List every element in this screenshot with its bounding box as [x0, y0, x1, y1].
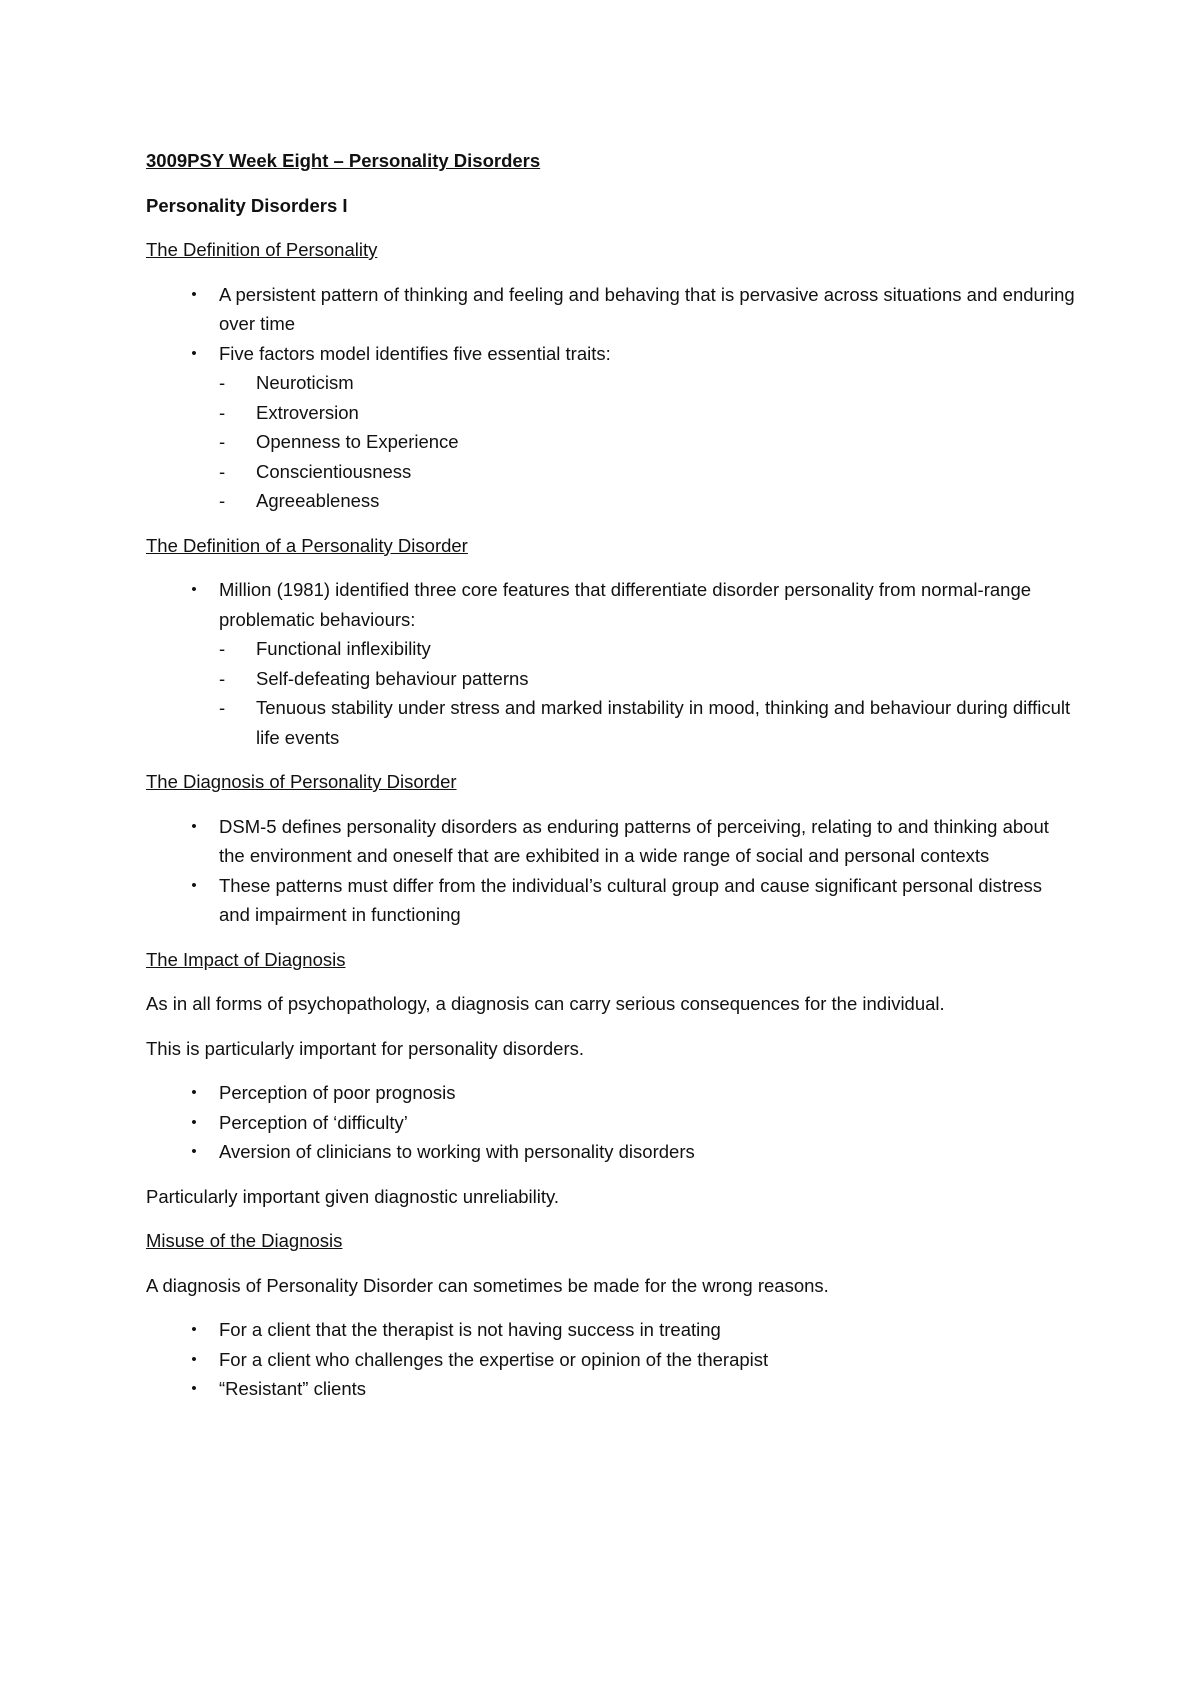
dash-item — [219, 693, 1076, 752]
bullet-list-definition-personality — [146, 280, 1076, 516]
bullet-item — [146, 1078, 1076, 1108]
dash-item — [219, 457, 1076, 487]
bullet-list-misuse — [146, 1315, 1076, 1404]
bullet-icon: • — [191, 1084, 197, 1101]
dash-icon: - — [219, 431, 226, 452]
bullet-icon: • — [191, 817, 197, 835]
bullet-item — [146, 812, 1076, 871]
bullet-text: Perception of poor prognosis — [219, 1082, 456, 1103]
bullet-item — [146, 339, 1076, 516]
paragraph: A diagnosis of Personality Disorder can sometimes be made for the wrong reasons. — [146, 1274, 829, 1296]
section-heading-diagnosis: The Diagnosis of Personality Disorder — [146, 771, 457, 792]
dash-icon: - — [219, 490, 226, 511]
dash-list-traits — [219, 368, 1076, 516]
dash-text: Agreeableness — [256, 490, 380, 511]
dash-text: Extroversion — [256, 401, 359, 423]
bullet-item — [146, 1137, 1076, 1167]
dash-text: Neuroticism — [256, 372, 354, 393]
bullet-item — [146, 1108, 1076, 1138]
bullet-icon: • — [191, 1350, 197, 1368]
bullet-text: DSM-5 defines personality disorders as enduring patterns of perceiving, relating to and thinking about the environment and oneself that are exhibited in a wide range of social and personal contexts — [219, 815, 1049, 866]
dash-text: Tenuous stability under stress and marked instability in mood, thinking and behaviour during difficult life events — [256, 697, 1071, 748]
section-heading-definition-personality: The Definition of Personality — [146, 239, 378, 260]
dash-icon: - — [219, 667, 226, 689]
document-subheading: Personality Disorders I — [146, 194, 348, 216]
section-heading-impact: The Impact of Diagnosis — [146, 948, 346, 970]
dash-text: Functional inflexibility — [256, 638, 431, 659]
bullet-list-diagnosis — [146, 812, 1076, 930]
dash-icon: - — [219, 460, 226, 482]
dash-item — [219, 486, 1076, 516]
bullet-text: Five factors model identifies five essential traits: — [219, 342, 611, 364]
dash-text: Self-defeating behaviour patterns — [256, 667, 529, 689]
bullet-icon: • — [191, 876, 197, 894]
document-title: 3009PSY Week Eight – Personality Disorders — [146, 150, 541, 171]
dash-icon: - — [219, 638, 226, 659]
dash-item — [219, 398, 1076, 428]
bullet-item — [146, 1374, 1076, 1404]
section-heading-misuse: Misuse of the Diagnosis — [146, 1230, 343, 1251]
bullet-list-definition-disorder — [146, 575, 1076, 752]
bullet-icon: • — [191, 344, 197, 362]
bullet-item — [146, 575, 1076, 752]
bullet-item — [146, 871, 1076, 930]
bullet-text: Aversion of clinicians to working with personality disorders — [219, 1141, 695, 1162]
paragraph: This is particularly important for personality disorders. — [146, 1037, 584, 1059]
bullet-icon: • — [191, 581, 197, 598]
bullet-text: These patterns must differ from the individual’s cultural group and cause significant personal distress and impairment in functioning — [219, 874, 1042, 925]
bullet-icon: • — [191, 285, 197, 303]
dash-item — [219, 664, 1076, 694]
bullet-item — [146, 1315, 1076, 1345]
bullet-icon: • — [191, 1321, 197, 1338]
bullet-text: Perception of ‘difficulty’ — [219, 1111, 408, 1133]
dash-icon: - — [219, 697, 226, 718]
dash-icon: - — [219, 401, 226, 423]
dash-icon: - — [219, 372, 226, 393]
bullet-text: For a client who challenges the expertise or opinion of the therapist — [219, 1348, 769, 1370]
bullet-list-impact — [146, 1078, 1076, 1167]
bullet-icon: • — [191, 1380, 197, 1397]
dash-item — [219, 634, 1076, 664]
section-heading-definition-disorder: The Definition of a Personality Disorder — [146, 534, 468, 556]
paragraph: As in all forms of psychopathology, a diagnosis can carry serious consequences for the individual. — [146, 993, 945, 1014]
document-page — [146, 146, 1076, 1419]
bullet-icon: • — [191, 1143, 197, 1160]
dash-text: Conscientiousness — [256, 460, 412, 482]
bullet-text: “Resistant” clients — [219, 1378, 367, 1399]
bullet-text: For a client that the therapist is not having success in treating — [219, 1319, 721, 1340]
bullet-text: A persistent pattern of thinking and feeling and behaving that is pervasive across situations and enduring over time — [219, 283, 1075, 334]
dash-text: Openness to Experience — [256, 431, 459, 452]
paragraph: Particularly important given diagnostic unreliability. — [146, 1185, 560, 1207]
dash-list-features — [219, 634, 1076, 752]
dash-item — [219, 427, 1076, 457]
bullet-item — [146, 280, 1076, 339]
bullet-icon: • — [191, 1113, 197, 1131]
dash-item — [219, 368, 1076, 398]
bullet-text: Million (1981) identified three core features that differentiate disorder personality from normal-range problematic behaviours: — [219, 579, 1032, 630]
bullet-item — [146, 1345, 1076, 1375]
